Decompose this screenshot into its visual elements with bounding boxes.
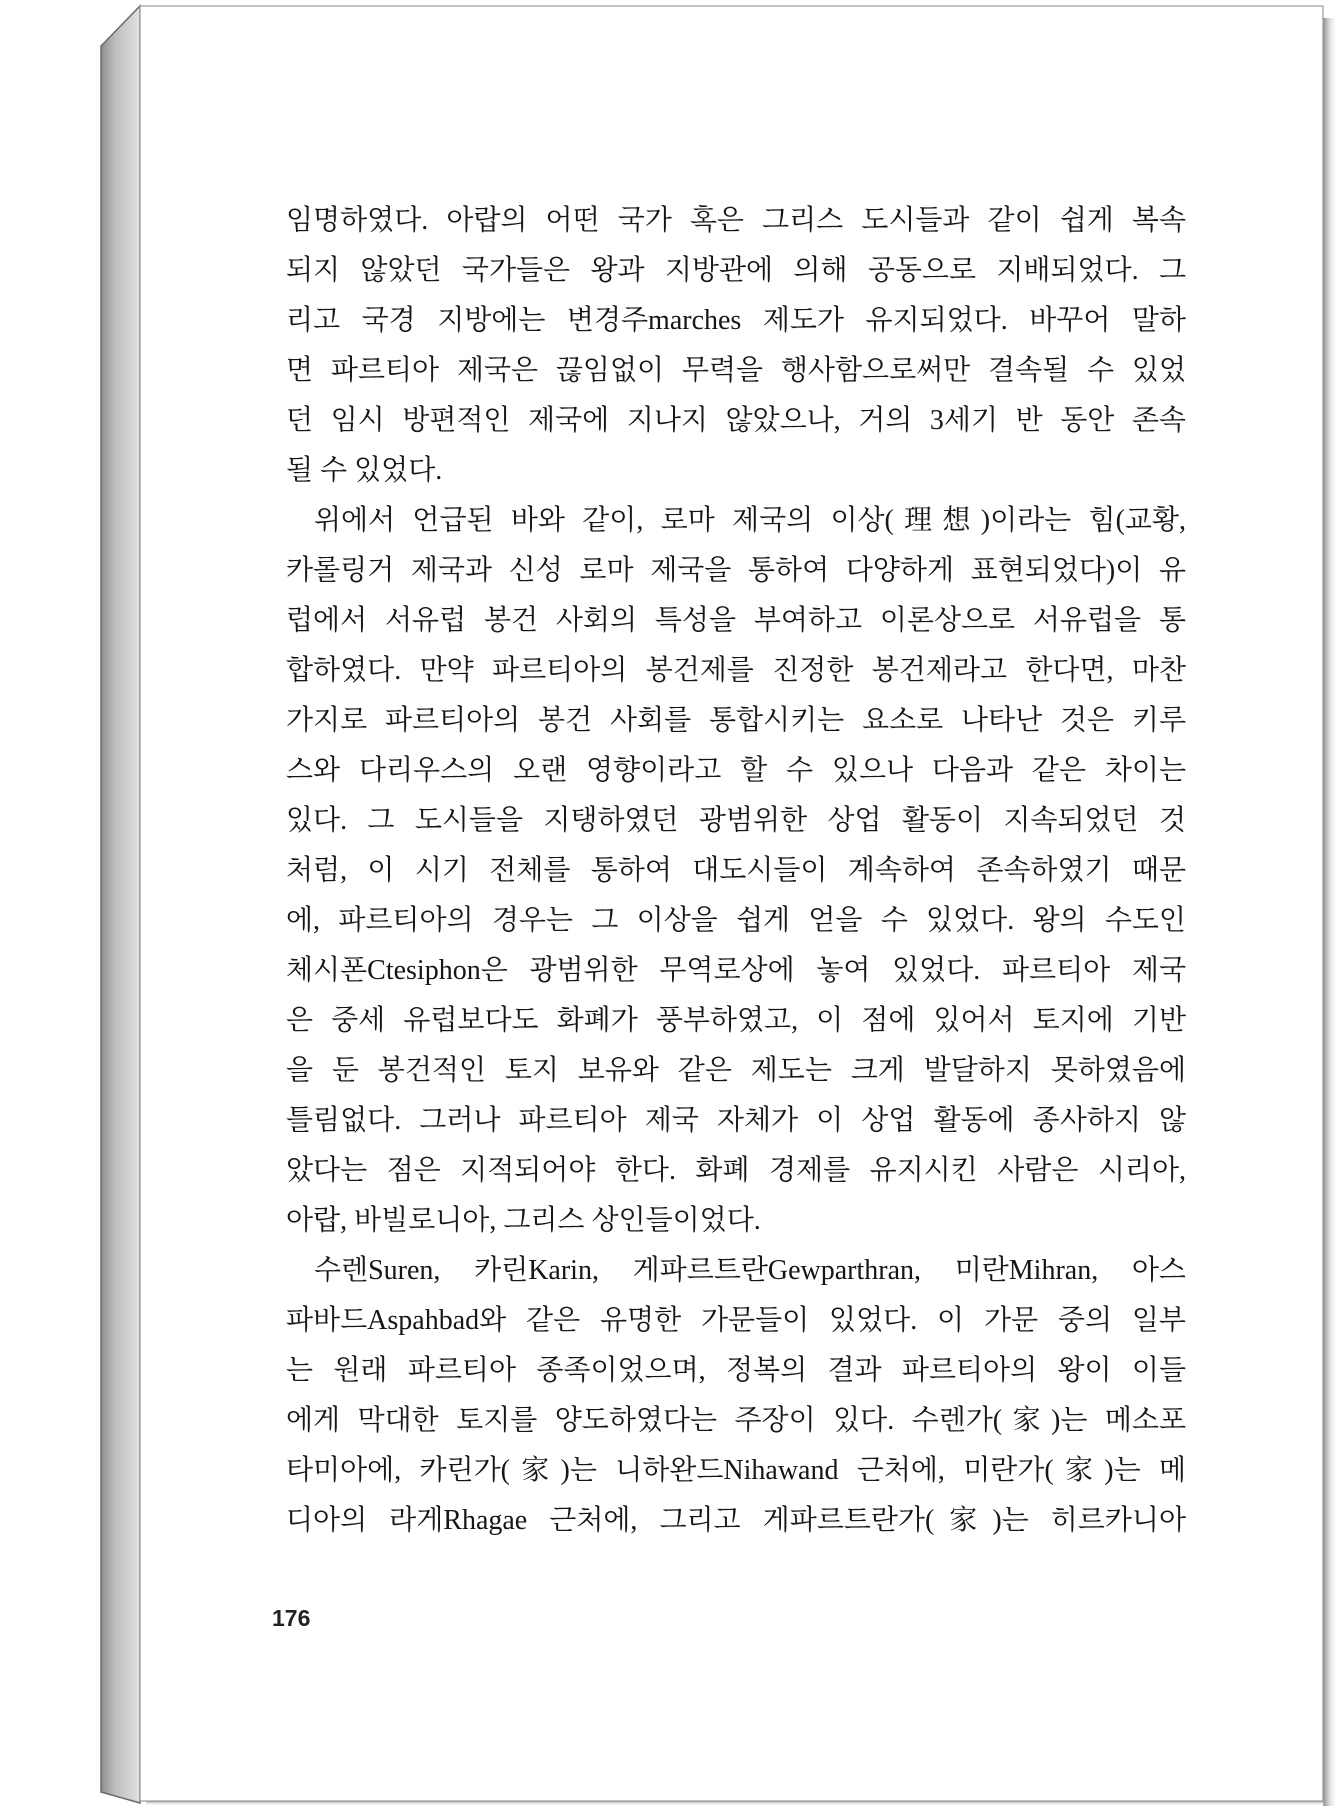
text-line: 았다는 점은 지적되어야 한다. 화폐 경제를 유지시킨 사람은 시리아, [286, 1155, 1186, 1186]
text-line: 위에서 언급된 바와 같이, 로마 제국의 이상(理想)이라는 힘(교황, [314, 505, 1186, 536]
text-line: 수렌Suren, 카린Karin, 게파르트란Gewparthran, 미란Mihran, 아스 [314, 1255, 1186, 1286]
text-line: 에게 막대한 토지를 양도하였다는 주장이 있다. 수렌가(家)는 메소포 [286, 1405, 1186, 1436]
text-line: 스와 다리우스의 오랜 영향이라고 할 수 있으나 다음과 같은 차이는 [286, 755, 1186, 786]
text-line: 타미아에, 카린가(家)는 니하완드Nihawand 근처에, 미란가(家)는 메 [286, 1455, 1186, 1486]
paragraph [286, 196, 1186, 496]
text-line: 은 중세 유럽보다도 화폐가 풍부하였고, 이 점에 있어서 토지에 기반 [286, 1005, 1186, 1036]
text-line: 합하였다. 만약 파르티아의 봉건제를 진정한 봉건제라고 한다면, 마찬 [286, 655, 1186, 686]
text-line: 되지 않았던 국가들은 왕과 지방관에 의해 공동으로 지배되었다. 그 [286, 255, 1186, 286]
text-line: 에, 파르티아의 경우는 그 이상을 쉽게 얻을 수 있었다. 왕의 수도인 [286, 905, 1186, 936]
page-number: 176 [272, 1605, 311, 1631]
bottom-page-shadow [146, 1801, 1324, 1806]
text-line: 리고 국경 지방에는 변경주marches 제도가 유지되었다. 바꾸어 말하 [286, 305, 1186, 336]
text-line: 아랍, 바빌로니아, 그리스 상인들이었다. [286, 1205, 761, 1236]
right-page-shadow [1323, 18, 1338, 1806]
text-line: 던 임시 방편적인 제국에 지나지 않았으나, 거의 3세기 반 동안 존속 [286, 405, 1186, 436]
page-stack-edge [101, 6, 140, 1803]
text-line: 될 수 있었다. [286, 455, 443, 486]
text-line: 면 파르티아 제국은 끊임없이 무력을 행사함으로써만 결속될 수 있었 [286, 355, 1186, 386]
text-line: 임명하였다. 아랍의 어떤 국가 혹은 그리스 도시들과 같이 쉽게 복속 [286, 205, 1186, 236]
text-line: 있다. 그 도시들을 지탱하였던 광범위한 상업 활동이 지속되었던 것 [286, 805, 1186, 836]
text-line: 럽에서 서유럽 봉건 사회의 특성을 부여하고 이론상으로 서유럽을 통 [286, 605, 1186, 636]
text-line: 는 원래 파르티아 종족이었으며, 정복의 결과 파르티아의 왕이 이들 [286, 1355, 1186, 1386]
text-line: 틀림없다. 그러나 파르티아 제국 자체가 이 상업 활동에 종사하지 않 [286, 1105, 1186, 1136]
body-text [286, 196, 1186, 1546]
paragraph [286, 1246, 1186, 1546]
text-line: 가지로 파르티아의 봉건 사회를 통합시키는 요소로 나타난 것은 키루 [286, 705, 1186, 736]
text-line: 체시폰Ctesiphon은 광범위한 무역로상에 놓여 있었다. 파르티아 제국 [286, 955, 1186, 986]
text-line: 디아의 라게Rhagae 근처에, 그리고 게파르트란가(家)는 히르카니아 [286, 1505, 1186, 1536]
text-line: 파바드Aspahbad와 같은 유명한 가문들이 있었다. 이 가문 중의 일부 [286, 1305, 1186, 1336]
text-line: 카롤링거 제국과 신성 로마 제국을 통하여 다양하게 표현되었다)이 유 [286, 555, 1186, 586]
paragraph [286, 496, 1186, 1246]
text-line: 을 둔 봉건적인 토지 보유와 같은 제도는 크게 발달하지 못하였음에 [286, 1055, 1186, 1086]
text-line: 처럼, 이 시기 전체를 통하여 대도시들이 계속하여 존속하였기 때문 [286, 855, 1186, 886]
